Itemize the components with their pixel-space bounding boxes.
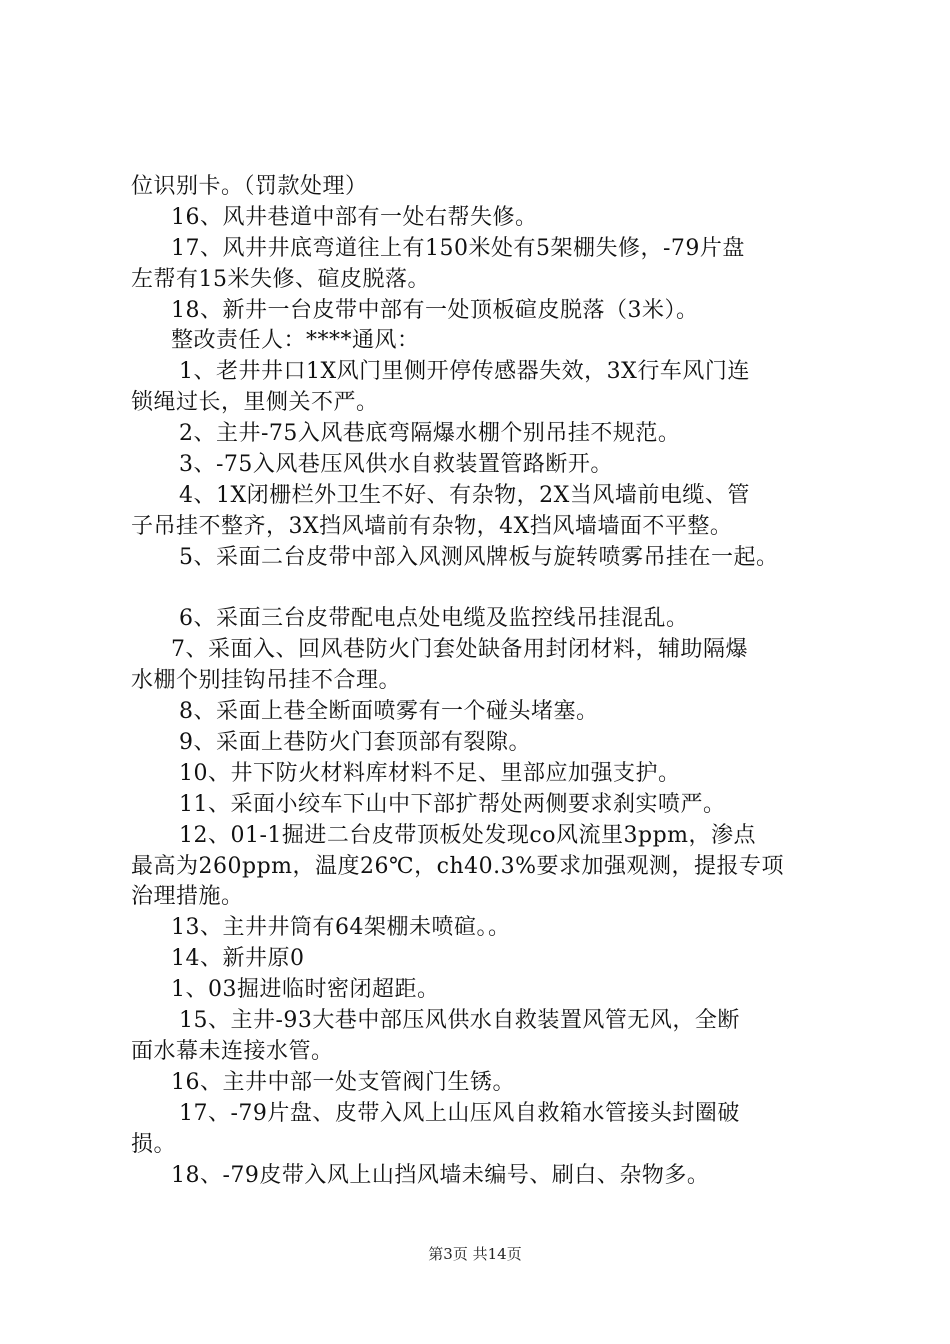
text-line: 3、-75入风巷压风供水自救装置管路断开。 <box>179 452 613 478</box>
text-line: 17、风井井底弯道往上有150米处有5架棚失修，-79片盘 <box>171 235 745 261</box>
text-line: 2、主井-75入风巷底弯隔爆水棚个别吊挂不规范。 <box>179 421 681 447</box>
text-line: 12、01-1掘进二台皮带顶板处发现co风流里3ppm，渗点 <box>179 822 757 848</box>
text-line: 锁绳过长，里侧关不严。 <box>131 390 379 416</box>
text-line: 5、采面二台皮带中部入风测风牌板与旋转喷雾吊挂在一起。 <box>179 544 779 570</box>
text-line: 18、-79皮带入风上山挡风墙未编号、刷白、杂物多。 <box>171 1162 710 1188</box>
text-line: 17、-79片盘、皮带入风上山压风自救箱水管接头封圈破 <box>179 1100 740 1126</box>
text-line: 左帮有15米失修、碹皮脱落。 <box>131 266 430 292</box>
text-line: 15、主井-93大巷中部压风供水自救装置风管无风，全断 <box>179 1008 740 1034</box>
page-footer: 第3页 共14页 <box>428 1245 522 1263</box>
text-line: 4、1X闭栅栏外卫生不好、有杂物，2X当风墙前电缆、管 <box>179 482 750 508</box>
text-line: 损。 <box>131 1131 177 1157</box>
text-line: 1、老井井口1X风门里侧开停传感器失效，3X行车风门连 <box>179 359 750 385</box>
text-line: 16、风井巷道中部有一处右帮失修。 <box>171 204 538 230</box>
text-line: 位识别卡。（罚款处理） <box>131 174 368 199</box>
text-line: 8、采面上巷全断面喷雾有一个碰头堵塞。 <box>179 699 599 725</box>
text-line: 水棚个别挂钩吊挂不合理。 <box>131 668 402 694</box>
body-text <box>131 172 851 1191</box>
text-line: 1、03掘进临时密闭超距。 <box>171 977 440 1003</box>
text-line: 11、采面小绞车下山中下部扩帮处两侧要求刹实喷严。 <box>179 791 726 817</box>
text-line: 整改责任人：****通风： <box>171 328 420 354</box>
text-line: 16、主井中部一处支管阀门生锈。 <box>171 1069 515 1095</box>
text-line: 18、新井一台皮带中部有一处顶板碹皮脱落（3米）。 <box>171 297 699 323</box>
blank-line <box>131 574 851 605</box>
text-line: 13、主井井筒有64架棚未喷碹。。 <box>171 915 511 941</box>
text-line: 10、井下防火材料库材料不足、里部应加强支护。 <box>179 760 681 786</box>
text-line: 治理措施。 <box>131 884 244 910</box>
text-line: 面水幕未连接水管。 <box>131 1038 334 1064</box>
text-line: 9、采面上巷防火门套顶部有裂隙。 <box>179 730 531 756</box>
text-line: 7、采面入、回风巷防火门套处缺备用封闭材料，辅助隔爆 <box>171 637 748 663</box>
text-line: 子吊挂不整齐，3X挡风墙前有杂物，4X挡风墙墙面不平整。 <box>131 513 733 539</box>
text-line: 14、新井原0 <box>171 946 305 972</box>
text-line: 6、采面三台皮带配电点处电缆及监控线吊挂混乱。 <box>179 606 689 632</box>
text-line: 最高为260ppm，温度26℃，ch40.3%要求加强观测，提报专项 <box>131 853 785 879</box>
